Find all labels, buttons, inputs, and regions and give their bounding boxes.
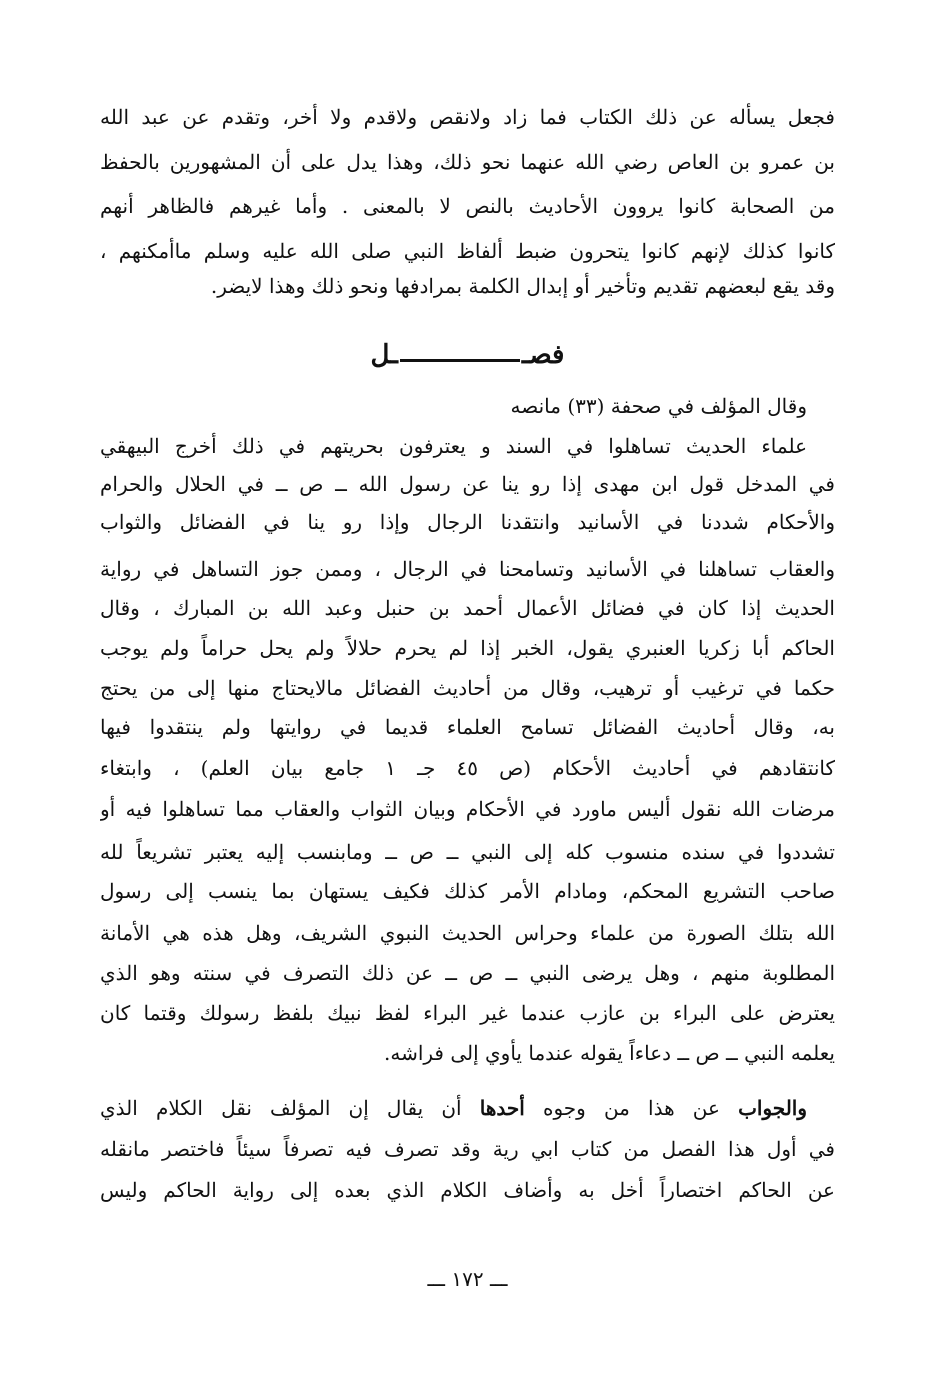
paragraph2-line-5: الحديث إذا كان في فضائل الأعمال أحمد بن حنبل وعبد الله بن المبارك ، وقال — [100, 596, 835, 620]
paragraph3-line-2: في أول هذا الفصل من كتاب ابي رية وقد تصرف فيه تصرفاً سيئاً فاختصر مانقله — [100, 1137, 835, 1161]
paragraph2-line-10: مرضات الله نقول أليس ماورد في الأحكام وبيان الثواب والعقاب مما تساهلوا فيه أو — [100, 797, 835, 821]
quote-intro: وقال المؤلف في صحفة (٣٣) مانصه — [510, 394, 807, 418]
first-point-keyword: أحدها — [479, 1096, 525, 1120]
paragraph2-line-15: يعترض على البراء بن عازب عندما غير البراء لفظ نبيك بلفظ رسولك وقتما كان — [100, 1001, 835, 1025]
paragraph3-line-3: عن الحاكم اختصاراً أخل به وأضاف الكلام الذي بعده إلى رواية الحاكم وليس — [100, 1178, 835, 1202]
paragraph2-line-13: الله بتلك الصورة من علماء وحراس الحديث النبوي الشريف، وهل هذه هي الأمانة — [100, 921, 835, 945]
section-heading — [250, 328, 685, 382]
paragraph2-line-11: تشددوا في سنده منسوب كله إلى النبي ــ ص ــ ومابنسب إليه يعتبر تشريعاً لله — [100, 840, 835, 864]
section-heading-end: ـل — [370, 340, 398, 370]
paragraph1-line-1: فجعل يسأله عن ذلك الكتاب فما زاد ولانقص ولاقدم ولا أخر، وتقدم عن عبد الله — [100, 105, 835, 129]
paragraph1-line-3: من الصحابة كانوا يروون الأحاديث بالنص لا بالمعنى . وأما غيرهم فالظاهر أنهم — [100, 194, 835, 218]
paragraph2-line-3: والأحكام شددنا في الأسانيد وانتقدنا الرجال وإذا رو ينا في الفضائل والثواب — [100, 510, 835, 534]
paragraph3-line-1-part-b: أن يقال إن المؤلف نقل الكلام الذي — [100, 1096, 462, 1120]
paragraph2-line-8: به، وقال أحاديث الفضائل تسامح العلماء قديما في روايتها ولم ينتقدوا فيها — [100, 715, 835, 739]
paragraph2-line-7: حكما في ترغيب أو ترهيب، وقال من أحاديث الفضائل مالايحتاج منها إلى من يحتج — [100, 676, 835, 700]
paragraph2-line-6: الحاكم أبا زكريا العنبري يقول، الخبر إذا لم يحرم حلالاً ولم يحل حراماً ولم يوجب — [100, 636, 835, 660]
answer-keyword: والجواب — [738, 1096, 807, 1120]
paragraph1-line-2: بن عمرو بن العاص رضي الله عنهما نحو ذلك، وهذا يدل على أن المشهورين بالحفظ — [100, 150, 835, 174]
paragraph2-line-14: المطلوبة منهم ، وهل يرضى النبي ــ ص ــ عن ذلك التصرف في سنته وهو الذي — [100, 961, 835, 985]
paragraph3-line-1 — [100, 1092, 835, 1124]
paragraph2-line-12: صاحب التشريع المحكم، ومادام الأمر كذلك فكيف يستهان بما ينسب إلى رسول — [100, 879, 835, 903]
paragraph2-line-4: والعقاب تساهلنا في الأسانيد وتسامحنا في الرجال ، وممن جوز التساهل في رواية — [100, 557, 835, 581]
paragraph2-line-1: علماء الحديث تساهلوا في السند و يعترفون بحريتهم في ذلك أخرج البيهقي — [100, 434, 808, 458]
paragraph2-line-9: كانتقادهم في أحاديث الأحكام (ص ٤٥ جـ ١ جامع بيان العلم) ، وابتغاء — [100, 756, 835, 780]
paragraph1-line-4: كانوا كذلك لإنهم كانوا يتحرون ضبط ألفاظ النبي صلى الله عليه وسلم ماأمكنهم ، — [100, 239, 835, 263]
paragraph2-line-2: في المدخل قول ابن مهدى إذا رو ينا عن رسول الله ــ ص ــ في الحلال والحرام — [100, 472, 835, 496]
paragraph3-line-1-part-a: عن هذا من وجوه — [542, 1096, 720, 1120]
page-number: ـــ ١٧٢ ـــ — [427, 1267, 508, 1291]
section-heading-start: فصـ — [521, 340, 565, 370]
heading-kashida-line — [400, 359, 520, 362]
paragraph1-line-5: وقد يقع لبعضهم تقديم وتأخير أو إبدال الكلمة بمرادفها ونحو ذلك وهذا لايضر. — [210, 274, 835, 298]
paragraph2-line-16: يعلمه النبي ــ ص ــ دعاءاً يقوله عندما يأوي إلى فراشه. — [384, 1041, 835, 1065]
